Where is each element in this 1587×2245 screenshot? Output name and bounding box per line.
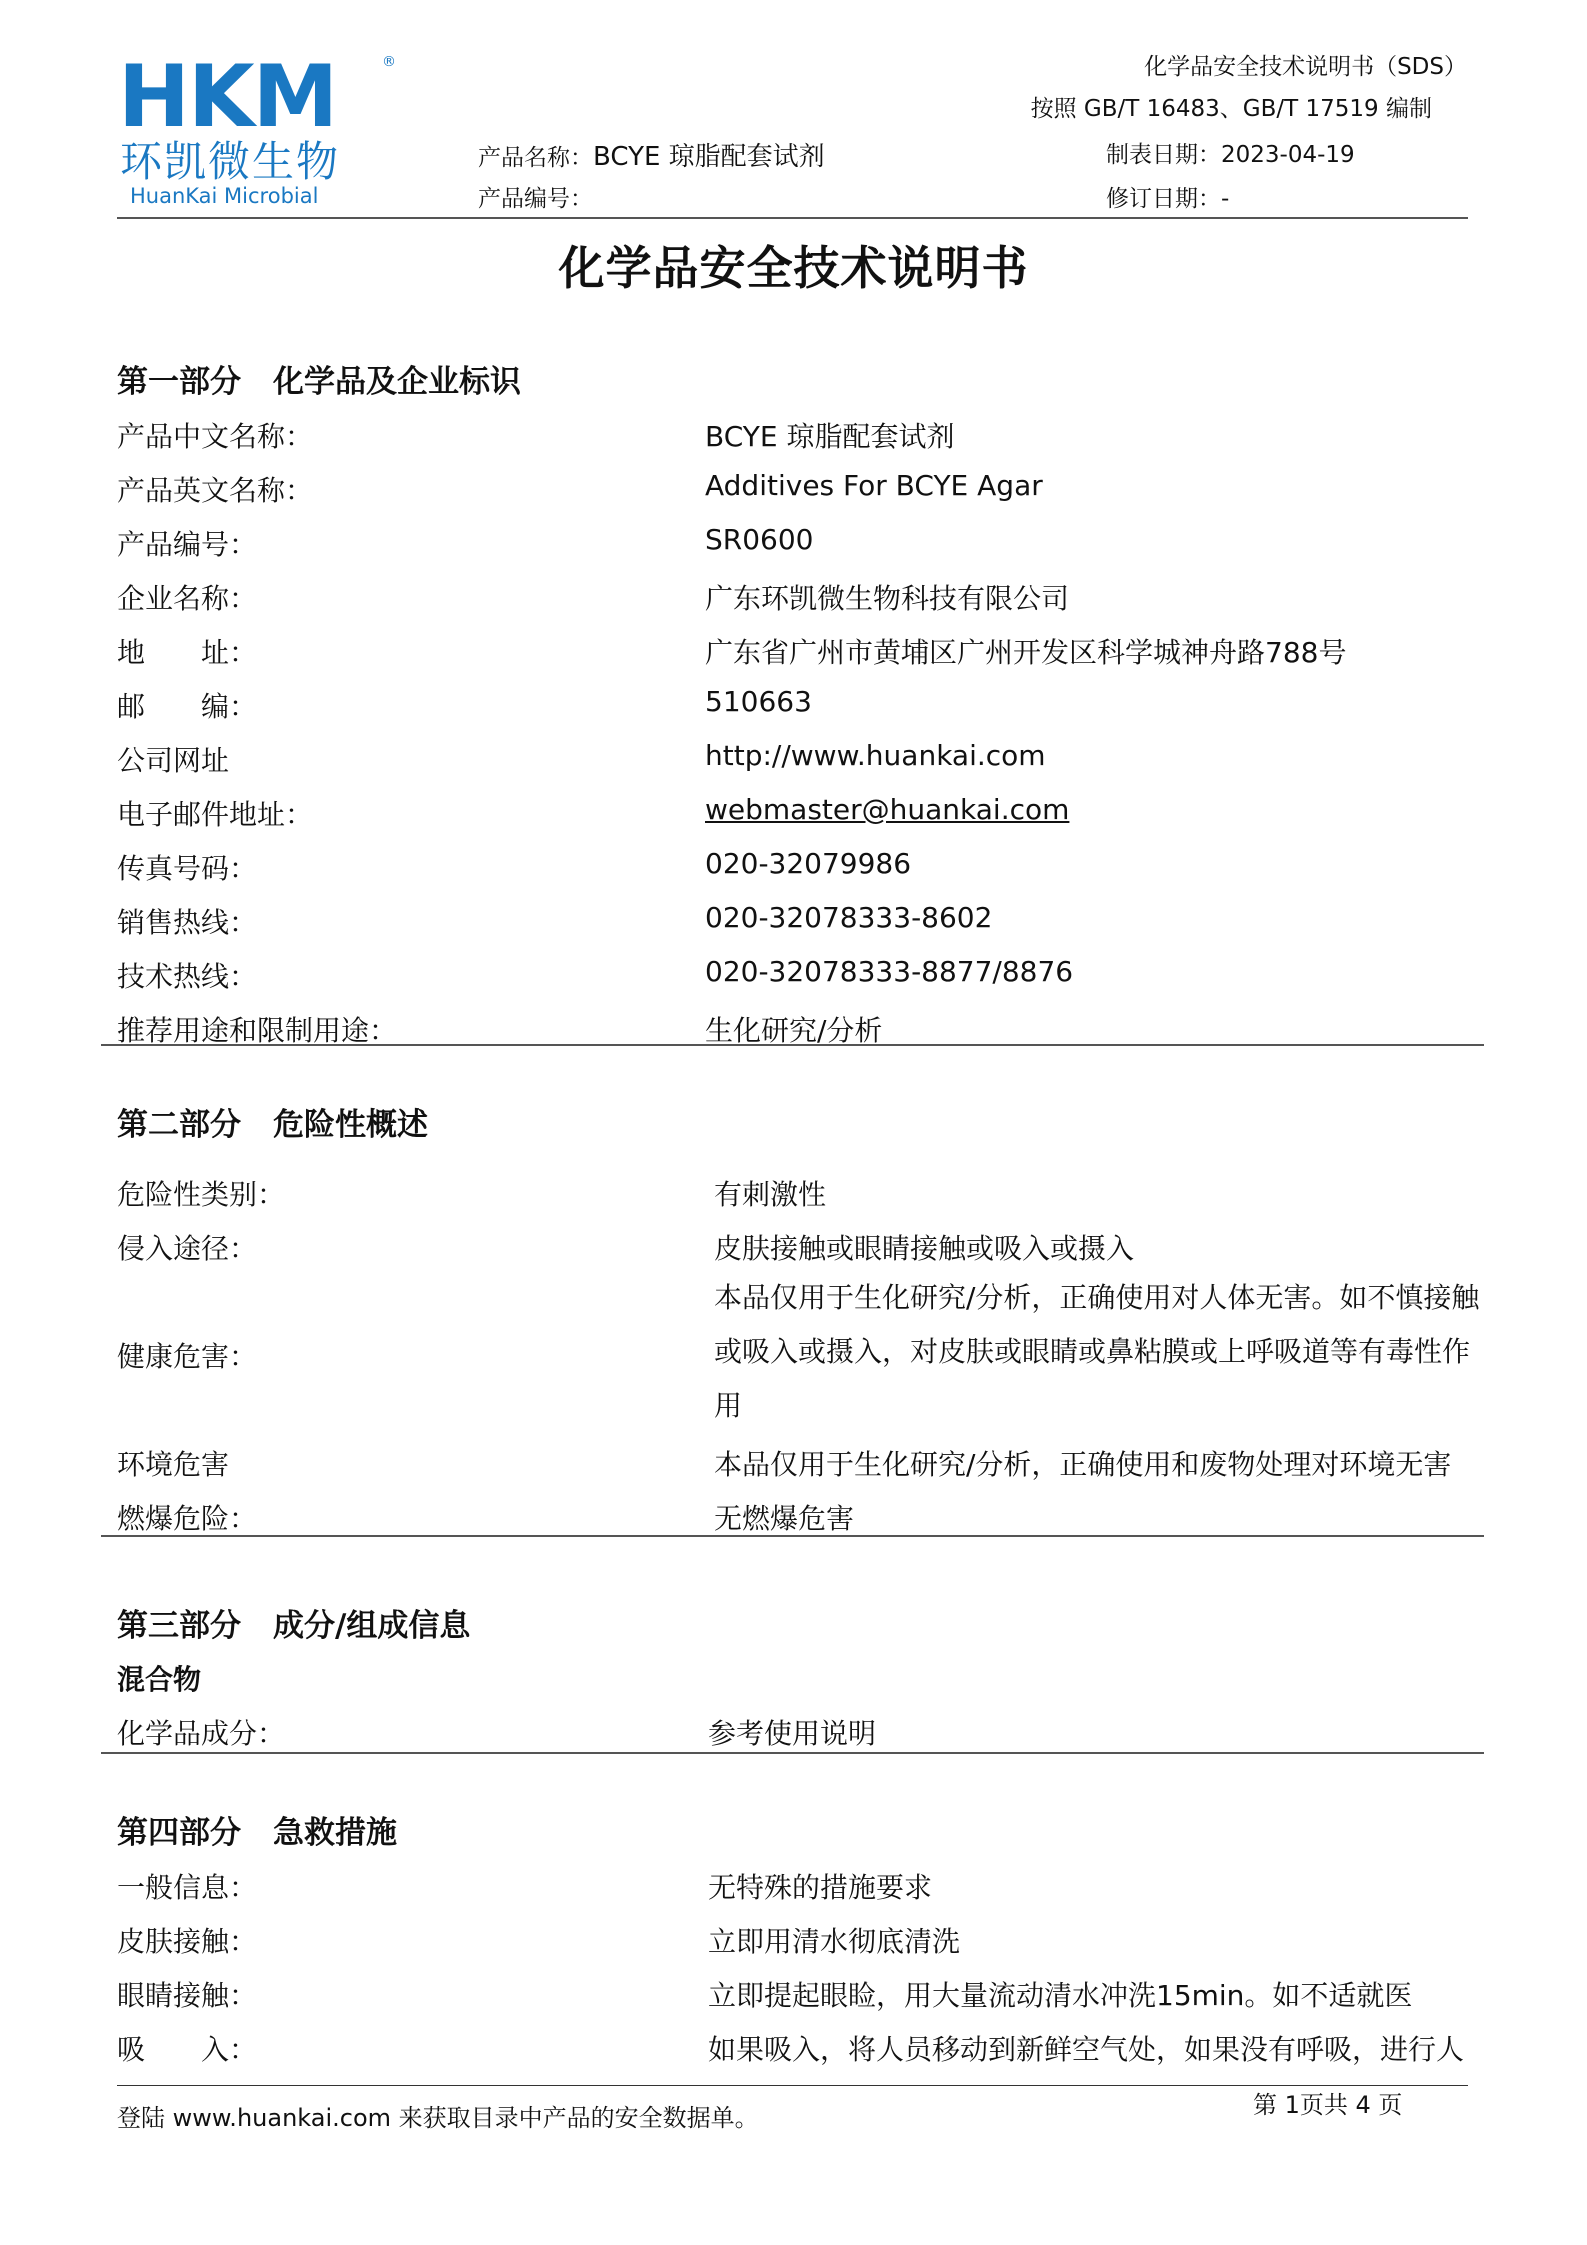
fire-hazard-value: 无燃爆危害 (714, 1502, 855, 1535)
s1-row-value: Additives For BCYE Agar (705, 469, 1043, 502)
s1-row-value: BCYE 琼脂配套试剂 (705, 420, 955, 453)
s1-row-label: 推荐用途和限制用途： (117, 1014, 398, 1047)
s4-row-label: 眼睛接触： (117, 1979, 258, 2012)
s1-row-label: 传真号码： (117, 852, 258, 885)
s1-row-value: 广东省广州市黄埔区广州开发区科学城神舟路788号 (705, 636, 1347, 669)
header-date-value: 2023-04-19 (1221, 142, 1355, 168)
route-label: 侵入途径： (117, 1232, 258, 1265)
section1-number: 第一部分 (117, 364, 241, 400)
s1-row-value: 020-32079986 (705, 847, 912, 880)
section4-heading (117, 1807, 397, 1852)
fire-hazard-label: 燃爆危险： (117, 1502, 258, 1535)
header-doc-type: 化学品安全技术说明书（SDS） (1144, 54, 1467, 80)
s4-row-label: 皮肤接触： (117, 1925, 258, 1958)
hazard-class-label: 危险性类别： (117, 1178, 286, 1211)
s4-row-value: 如果吸入，将人员移动到新鲜空气处，如果没有呼吸，进行人 (708, 2033, 1465, 2066)
section3-divider (101, 1752, 1484, 1754)
s1-row-label: 邮 编： (117, 690, 258, 723)
logo-registered-mark: ® (382, 54, 396, 70)
header-standard: 按照 GB/T 16483、GB/T 17519 编制 (1030, 96, 1432, 122)
company-website-link[interactable]: http://www.huankai.com (705, 739, 1046, 772)
header-date (1106, 136, 1355, 169)
section1-heading (117, 356, 521, 401)
section3-title: 成分/组成信息 (273, 1608, 471, 1644)
s1-row-label: 产品中文名称： (117, 420, 314, 453)
section1-divider (101, 1044, 1484, 1046)
s1-row-value: 020-32078333-8602 (705, 901, 993, 934)
s1-row-value: 510663 (705, 685, 812, 718)
health-hazard-label: 健康危害： (117, 1340, 258, 1373)
s1-row-label: 产品编号： (117, 528, 258, 561)
section2-number: 第二部分 (117, 1107, 241, 1143)
section3-number: 第三部分 (117, 1608, 241, 1644)
header-date-label: 制表日期： (1106, 142, 1221, 168)
s4-row-label: 吸 入： (117, 2033, 258, 2066)
footer-note: 登陆 www.huankai.com 来获取目录中产品的安全数据单。 (117, 2104, 759, 2132)
mixture-subheading: 混合物 (117, 1663, 202, 1696)
s4-row-value: 无特殊的措施要求 (708, 1871, 933, 1904)
s4-row-value: 立即用清水彻底清洗 (708, 1925, 961, 1958)
company-email-link[interactable]: webmaster@huankai.com (705, 793, 1070, 826)
page-title: 化学品安全技术说明书 (558, 241, 1029, 295)
section3-heading (117, 1600, 470, 1645)
s4-row-label: 一般信息： (117, 1871, 258, 1904)
s1-row-label: 公司网址 (117, 744, 230, 777)
section2-divider (101, 1535, 1484, 1537)
s1-row-value: SR0600 (705, 523, 814, 556)
company-logo (118, 47, 398, 208)
header-product-code-label: 产品编号： (478, 186, 593, 212)
s1-row-label: 技术热线： (117, 960, 258, 993)
logo-chinese-name: 环凯微生物 (120, 137, 341, 186)
s1-row-label: 电子邮件地址： (117, 798, 314, 831)
hazard-class-value: 有刺激性 (714, 1178, 827, 1211)
header-product-name-label: 产品名称： (478, 145, 593, 171)
section4-title: 急救措施 (273, 1815, 397, 1851)
header-product-name (478, 136, 825, 173)
s1-row-label: 产品英文名称： (117, 474, 314, 507)
health-hazard-value: 本品仅用于生化研究/分析，正确使用对人体无害。如不慎接触或吸入或摄入，对皮肤或眼睛或鼻粘膜或上呼吸道等有毒性作用 (714, 1281, 1480, 1422)
s1-row-label: 企业名称： (117, 582, 258, 615)
env-hazard-value: 本品仅用于生化研究/分析，正确使用和废物处理对环境无害 (714, 1448, 1452, 1481)
logo-english-name: HuanKai Microbial (130, 184, 319, 208)
s1-row-value: 020-32078333-8877/8876 (705, 955, 1074, 988)
s1-row-value: 广东环凯微生物科技有限公司 (705, 582, 1070, 615)
s1-row-label: 销售热线： (117, 906, 258, 939)
header-revision-label: 修订日期： (1106, 186, 1221, 212)
s4-row-value: 立即提起眼睑，用大量流动清水冲洗15min。如不适就医 (708, 1979, 1413, 2012)
header-revision (1106, 180, 1229, 213)
env-hazard-label: 环境危害 (117, 1448, 230, 1481)
section4-number: 第四部分 (117, 1815, 241, 1851)
composition-label: 化学品成分： (117, 1717, 286, 1750)
section1-title: 化学品及企业标识 (273, 364, 521, 400)
header-revision-value: - (1221, 186, 1230, 212)
composition-value: 参考使用说明 (708, 1717, 877, 1750)
logo-mark: HKM (118, 47, 337, 147)
section2-heading (117, 1099, 428, 1144)
page-number: 第 1页共 4 页 (1253, 2091, 1403, 2119)
s1-row-label: 地 址： (117, 636, 258, 669)
header-divider (117, 217, 1468, 219)
header-product-name-value: BCYE 琼脂配套试剂 (593, 142, 825, 172)
route-value: 皮肤接触或眼睛接触或吸入或摄入 (714, 1232, 1135, 1265)
section2-title: 危险性概述 (273, 1107, 428, 1143)
s1-row-value: 生化研究/分析 (705, 1014, 883, 1047)
